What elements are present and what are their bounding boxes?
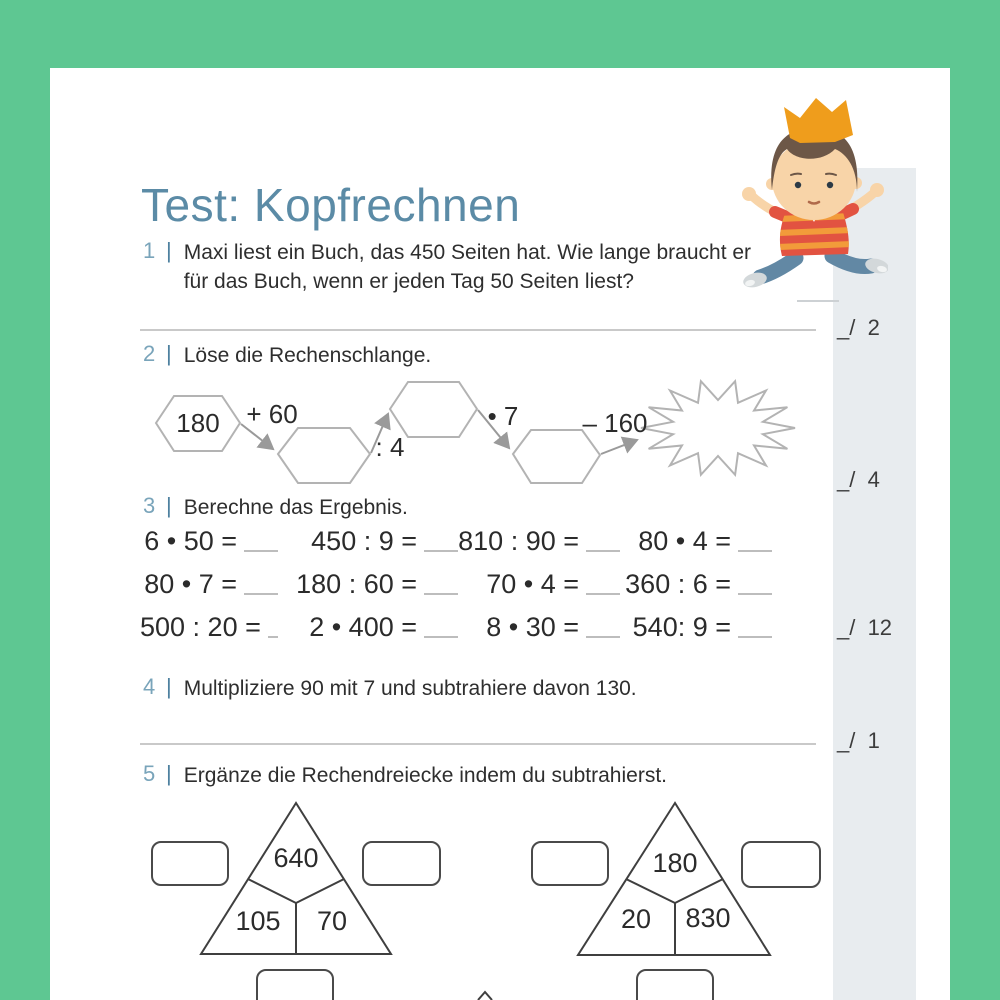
task-1-line-2: für das Buch, wenn er jeden Tag 50 Seiten liest? [183,270,634,293]
boy-right-hand [870,183,884,197]
equation-cell [458,569,620,612]
chain-arrow-4 [601,440,637,454]
task-2-text: Löse die Rechenschlange. [183,344,432,367]
triangle-2-bottom-left-value: 20 [620,904,652,934]
triangle-2-right-answer-box [742,842,820,887]
equation-cell [620,612,772,655]
answer-blank [244,569,278,595]
equation: 450 : 9 = [311,526,417,556]
triangle-1-right-answer-box [363,842,440,885]
answer-blank [586,569,620,595]
score-task-3: _/ 12 [837,615,893,640]
task-4 [143,674,637,703]
task-2-separator: | [166,341,172,366]
number-chain-diagram [140,375,805,490]
task-2-number: 2 [143,341,156,366]
equation: 80 • 4 = [638,526,731,556]
triangle-1-divider-left [248,879,296,903]
task-1-line-1: Maxi liest ein Buch, das 450 Seiten hat. Wie lange braucht er [183,241,752,264]
answer-blank [424,569,458,595]
equation: 540: 9 = [632,612,731,642]
task-4-separator: | [166,674,172,699]
score-task-1: _/ 2 [837,315,880,340]
equations-grid [140,526,772,655]
score-task-4: _/ 1 [837,728,880,753]
chain-op-4: – 160 [582,408,648,438]
equation: 810 : 90 = [458,526,579,556]
boy-left-hand [742,187,756,201]
triangle-2-divider-right [675,879,723,903]
equation: 70 • 4 = [486,569,579,599]
equation: 180 : 60 = [296,569,417,599]
page-title: Test: Kopfrechnen [141,179,521,231]
equation-cell [620,569,772,612]
calculation-triangles-diagram [140,795,830,1000]
task-1 [143,238,751,296]
triangle-1-left-answer-box [152,842,228,885]
task-5 [143,761,667,790]
equation: 8 • 30 = [486,612,579,642]
task-5-text: Ergänze die Rechendreiecke indem du subtrahierst. [183,764,667,787]
chain-hexagon-blank-2 [390,382,477,437]
triangle-1-top-value: 640 [273,843,319,873]
boy-left-eye [795,182,801,188]
triangle-1-bottom-answer-box [257,970,333,1000]
equation: 360 : 6 = [625,569,731,599]
task-3-separator: | [166,493,172,518]
task-5-separator: | [166,761,172,786]
chain-start-value: 180 [176,408,220,438]
task-4-number: 4 [143,674,156,699]
chain-op-2: : 4 [375,432,405,462]
answer-blank [738,526,772,552]
equation: 80 • 7 = [144,569,237,599]
task-1-number: 1 [143,238,156,263]
task-2 [143,341,431,370]
triangle-1-bottom-right-value: 70 [316,906,348,936]
boy-right-leg [832,256,871,267]
equation-cell [620,526,772,569]
boy-with-crown-illustration [738,88,888,298]
illustration-baseline [797,300,839,302]
triangle-2-top-value: 180 [652,848,698,878]
triangle-1-bottom-left-value: 105 [235,906,281,936]
answer-blank [424,612,458,638]
answer-blank [268,612,278,638]
answer-blank [738,569,772,595]
triangle-1-divider-right [296,879,344,903]
divider-1 [140,329,816,331]
equation-cell [458,526,620,569]
chain-result-starburst [641,381,795,475]
equation-cell [278,526,458,569]
triangle-3-apex [478,992,492,1000]
task-3-number: 3 [143,493,156,518]
chain-op-1: + 60 [246,399,298,429]
answer-blank [244,526,278,552]
equation-cell [140,569,278,612]
task-1-text [184,238,751,296]
equation: 2 • 400 = [309,612,417,642]
task-3-text: Berechne das Ergebnis. [183,496,408,519]
triangle-2-bottom-right-value: 830 [685,903,731,933]
boy-crown [784,98,853,143]
equation-cell [140,526,278,569]
divider-2 [140,743,816,745]
triangle-2-divider-left [626,879,675,903]
equation-cell [278,612,458,655]
boy-left-leg [760,258,796,277]
triangle-2-left-answer-box [532,842,608,885]
equation: 6 • 50 = [144,526,237,556]
answer-blank [586,612,620,638]
chain-hexagon-blank-1 [278,428,370,483]
equation: 500 : 20 = [140,612,261,642]
score-task-2: _/ 4 [837,467,880,492]
equation-cell [458,612,620,655]
boy-right-eye [827,182,833,188]
answer-blank [738,612,772,638]
equation-cell [278,569,458,612]
task-5-number: 5 [143,761,156,786]
task-4-text: Multipliziere 90 mit 7 und subtrahiere davon 130. [183,677,637,700]
answer-blank [586,526,620,552]
task-1-separator: | [166,238,172,263]
triangle-2-bottom-answer-box [637,970,713,1000]
answer-blank [424,526,458,552]
task-3 [143,493,408,522]
equation-cell [140,612,278,655]
chain-op-3: • 7 [487,401,519,431]
